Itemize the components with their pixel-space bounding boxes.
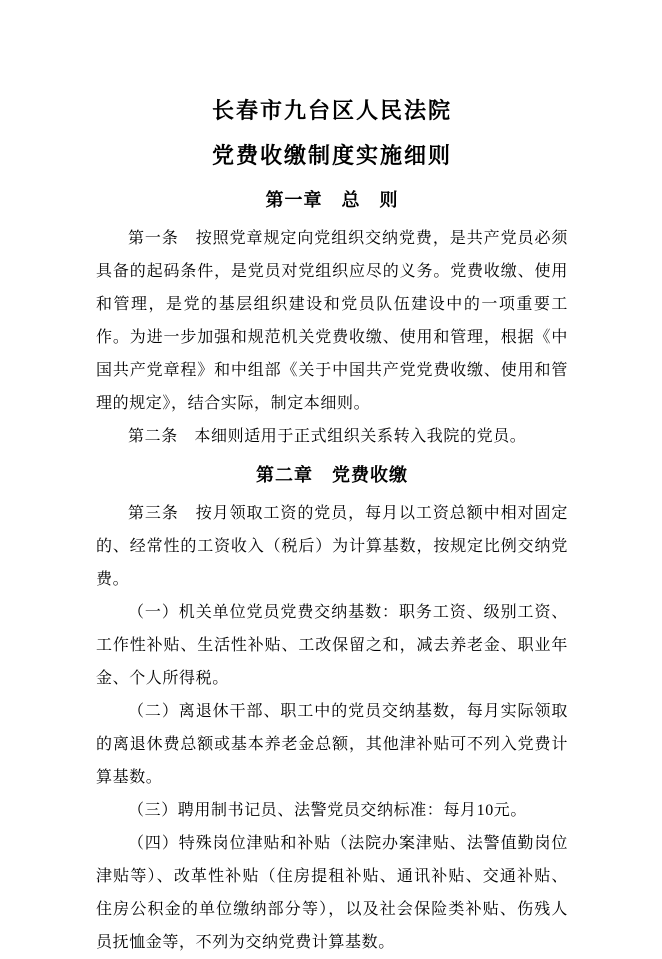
chapter-2-heading: 第二章 党费收缴: [256, 465, 408, 485]
article-3-item-2: （二）离退休干部、职工中的党员交纳基数，每月实际领取的离退休费总额或基本养老金总额，其他津补贴可不列入党费计算基数。: [96, 703, 568, 786]
article-3-item-4: （四）特殊岗位津贴和补贴（法院办案津贴、法警值勤岗位津贴等）、改革性补贴（住房提租补贴、通讯补贴、交通补贴、住房公积金的单位缴纳部分等），以及社会保险类补贴、伤残人员抚恤金等，不列为交纳党费计算基数。: [96, 835, 568, 951]
article-3-paragraph: 第三条 按月领取工资的党员，每月以工资总额中相对固定的、经常性的工资收入（税后）为计算基数，按规定比例交纳党费。: [96, 505, 568, 588]
chapter-1-heading: 第一章 总 则: [265, 190, 399, 210]
article-1-paragraph: 第一条 按照党章规定向党组织交纳党费，是共产党员必须具备的起码条件，是党员对党组织应尽的义务。党费收缴、使用和管理，是党的基层组织建设和党员队伍建设中的一项重要工作。为进一步加强和规范机关党费收缴、使用和管理，根据《中国共产党章程》和中组部《关于中国共产党党费收缴、使用和管理的规定》，结合实际，制定本细则。: [96, 230, 568, 412]
document-title-line-1: 长春市九台区人民法院: [211, 98, 452, 123]
article-3-item-3: （三）聘用制书记员、法警党员交纳标准：每月10元。: [128, 802, 528, 819]
article-3-item-1: （一）机关单位党员党费交纳基数：职务工资、级别工资、工作性补贴、生活性补贴、工改保留之和，减去养老金、职业年金、个人所得税。: [96, 604, 568, 687]
document-title-line-2: 党费收缴制度实施细则: [211, 143, 452, 168]
article-2-paragraph: 第二条 本细则适用于正式组织关系转入我院的党员。: [128, 428, 527, 445]
